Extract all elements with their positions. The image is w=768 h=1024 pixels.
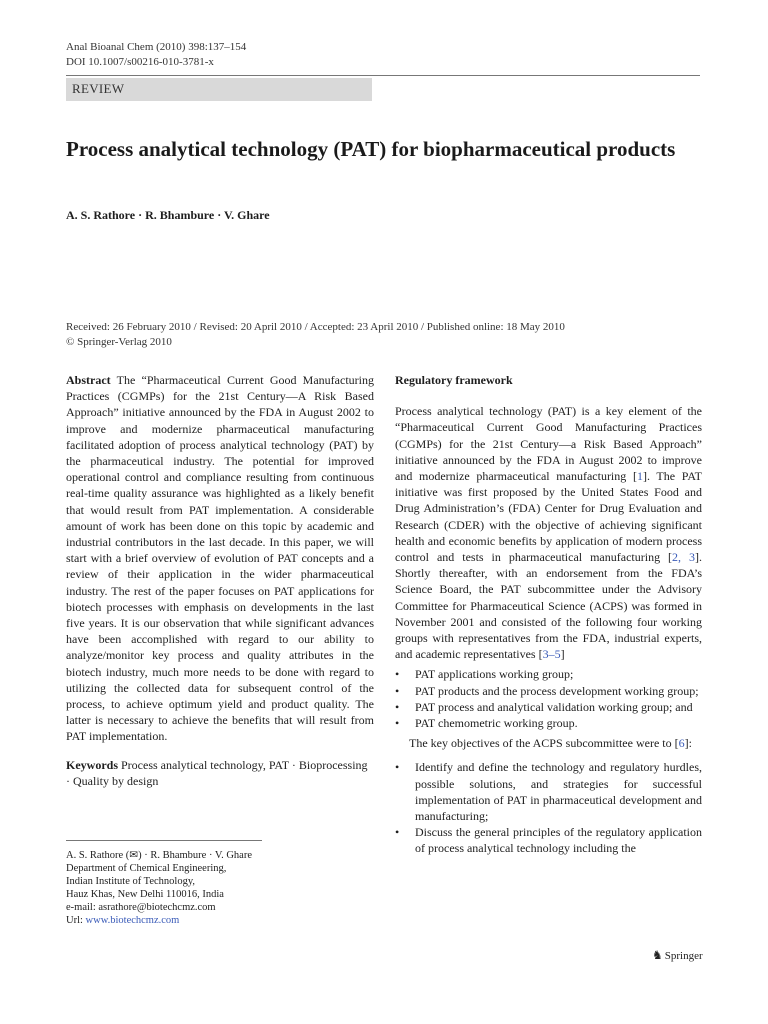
keywords-label: Keywords — [66, 757, 118, 772]
para-text: ]. The PAT initiative was first proposed by the United States Food and Drug Administration’s (FDA) Center for Drug Evaluation and Research (CDER) with the objective of achieving significant health and economic benefits by application of modern process control and tests in pharmaceutical manufacturing [ — [395, 469, 702, 565]
citation-link[interactable]: 1 — [636, 469, 643, 484]
citation-link[interactable]: 3–5 — [542, 647, 561, 662]
right-column — [395, 372, 702, 861]
history-dates: Received: 26 February 2010 / Revised: 20 April 2010 / Accepted: 23 April 2010 / Published online: 18 May 2010 — [66, 321, 565, 333]
section-label-bar — [66, 78, 372, 101]
springer-horse-icon: ♞ — [652, 948, 663, 962]
citation-link[interactable]: 6 — [678, 736, 685, 751]
list-item: • PAT products and the process development working group; — [395, 683, 702, 699]
affiliation-address: Hauz Khas, New Delhi 110016, India — [66, 889, 224, 900]
para-text: ]. Shortly thereafter, with an endorsement from the FDA’s Science Board, the PAT subcommittee under the Advisory Committee for Pharmaceutical Science (ACPS) was formed in November 2001 and consisted of the following four working groups with representatives from the FDA, industrial experts, and academic representatives [ — [395, 550, 702, 662]
affiliation-authors: A. S. Rathore (✉) · R. Bhambure · V. Ghare — [66, 850, 253, 861]
regulatory-paragraph-1 — [395, 403, 702, 662]
header-rule — [66, 75, 700, 76]
abstract — [66, 372, 374, 745]
abstract-text: The “Pharmaceutical Current Good Manufacturing Practices (CGMPs) for the 21st Century—A Risk Based Approach” initiative announced by the FDA in August 2002 to improve and modernize pharmaceutical manufacturing facilitated adoption of process analytical technology (PAT) by the pharmaceutical industry. The potential for improved operational control and compliance resulting from continuous real-time quality assurance was highlighted as a likely benefit that would result from PAT implementation. A considerable amount of work has been done on this topic by academic and industrial contributors in the last decade. In this paper, we will start with a brief overview of evolution of PAT concepts and a review of their application in the wider pharmaceutical industry. The rest of the paper focuses on PAT applications for biotech processes with emphasis on developments in the last five years. It is our observation that while significant advances have been accomplished with regard to our ability to analyze/monitor key process and quality attributes in the biotech industry, much more needs to be done with regard to utilizing the collected data for subsequent control of the process, to achieve optimum yield and product quality. The latter is necessary to achieve the benefits that will result from PAT implementation. — [66, 373, 374, 744]
list-item: • PAT process and analytical validation working group; and — [395, 699, 702, 715]
keywords-text: Process analytical technology, PAT · Bioprocessing · Quality by design — [66, 757, 368, 788]
left-column — [66, 372, 374, 789]
affiliation-institute: Indian Institute of Technology, — [66, 876, 196, 887]
list-item: • PAT applications working group; — [395, 666, 702, 682]
author-list: A. S. Rathore · R. Bhambure · V. Ghare — [66, 208, 270, 222]
para-text: Process analytical technology (PAT) is a key element of the “Pharmaceutical Current Good Manufacturing Practices (CGMPs) for the 21st Century—a Risk Based Approach” initiative announced by the FDA in August 2002 to improve and modernize pharmaceutical manufacturing [ — [395, 404, 702, 484]
affiliation-department: Department of Chemical Engineering, — [66, 863, 227, 874]
citation-link[interactable]: 2, 3 — [672, 550, 695, 565]
para-text: ] — [560, 647, 565, 662]
affiliation-email: e-mail: asrathore@biotechcmz.com — [66, 902, 216, 913]
working-groups-list — [395, 666, 702, 731]
journal-citation: Anal Bioanal Chem (2010) 398:137–154 — [66, 41, 247, 53]
url-label: Url: — [66, 915, 83, 926]
article-title: Process analytical technology (PAT) for biopharmaceutical products — [66, 137, 676, 161]
regulatory-paragraph-2 — [395, 735, 702, 751]
affiliation-block — [66, 849, 376, 927]
affiliation-rule — [66, 840, 262, 841]
publication-history — [66, 320, 706, 350]
journal-header — [66, 40, 246, 70]
publisher-name: Springer — [664, 950, 703, 962]
para-text: ]: — [684, 736, 692, 751]
publisher-footer — [652, 948, 703, 963]
copyright-line: © Springer-Verlag 2010 — [66, 336, 172, 348]
affiliation-url-line — [66, 914, 376, 927]
abstract-label: Abstract — [66, 373, 111, 387]
url-link[interactable]: www.biotechcmz.com — [85, 915, 180, 926]
objectives-list — [395, 759, 702, 856]
doi-line: DOI 10.1007/s00216-010-3781-x — [66, 56, 214, 68]
para-text: The key objectives of the ACPS subcommittee were to [ — [409, 736, 679, 751]
section-heading: Regulatory framework — [395, 373, 513, 387]
section-label: REVIEW — [72, 81, 125, 96]
list-item: • Discuss the general principles of the regulatory application of process analytical technology including the — [395, 824, 702, 856]
keywords — [66, 757, 374, 789]
list-item: • PAT chemometric working group. — [395, 715, 702, 731]
list-item: • Identify and define the technology and regulatory hurdles, possible solutions, and strategies for successful implementation of PAT in pharmaceutical development and manufacturing; — [395, 759, 702, 824]
